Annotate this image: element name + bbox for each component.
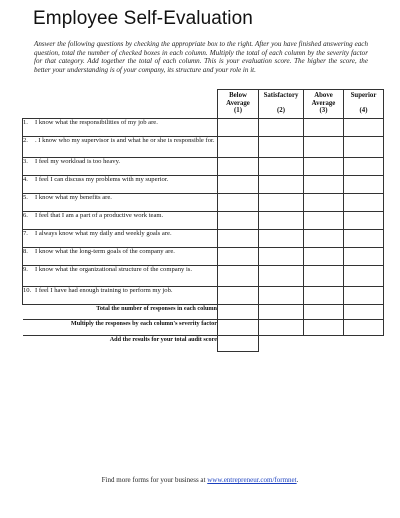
question-row [23,248,384,266]
answer-checkbox-cell[interactable] [218,176,259,194]
answer-checkbox-cell[interactable] [259,248,304,266]
answer-checkbox-cell[interactable] [218,248,259,266]
answer-checkbox-cell[interactable] [218,119,259,137]
question-number: 6. [23,212,28,219]
question-row [23,212,384,230]
totals-row-multiply [23,320,384,336]
answer-checkbox-cell[interactable] [218,137,259,158]
footer-note: Find more forms for your business at www.entrepreneur.com/formnet. [101,476,299,484]
question-row [23,176,384,194]
question-text: I know what the long-term goals of the company are. [35,248,175,255]
answer-checkbox-cell[interactable] [218,212,259,230]
header-above-average: Above Average (3) [304,90,344,119]
answer-checkbox-cell[interactable] [344,248,384,266]
answer-checkbox-cell[interactable] [304,266,344,287]
question-text-cell [23,248,218,266]
factor-cell[interactable] [344,320,384,336]
answer-checkbox-cell[interactable] [304,248,344,266]
total-cell[interactable] [218,305,259,320]
footer-link[interactable]: www.entrepreneur.com/formnet [207,476,297,484]
question-text: I feel my workload is too heavy. [35,158,121,165]
question-text-cell [23,266,218,287]
question-text-cell [23,212,218,230]
answer-checkbox-cell[interactable] [304,230,344,248]
audit-score-cell[interactable] [218,336,259,352]
answer-checkbox-cell[interactable] [304,194,344,212]
header-satisfactory: Satisfactory (2) [259,90,304,119]
question-text-cell [23,119,218,137]
question-row [23,194,384,212]
answer-checkbox-cell[interactable] [344,176,384,194]
question-number: 5. [23,194,28,201]
question-text: I know what the organizational structure of the company is. [35,266,192,273]
question-number: 10. [23,287,32,294]
question-text: . I know who my supervisor is and what he or she is responsible for. [35,137,215,144]
answer-checkbox-cell[interactable] [259,230,304,248]
question-text: I feel I can discuss my problems with my superior. [35,176,169,183]
question-text-cell [23,158,218,176]
answer-checkbox-cell[interactable] [259,119,304,137]
totals-label-count: Total the number of responses in each column [23,305,218,320]
answer-checkbox-cell[interactable] [259,158,304,176]
question-number: 7. [23,230,28,237]
factor-cell[interactable] [259,320,304,336]
totals-label-score: Add the results for your total audit score [23,336,218,352]
answer-checkbox-cell[interactable] [218,266,259,287]
answer-checkbox-cell[interactable] [259,194,304,212]
factor-cell[interactable] [218,320,259,336]
totals-row-count [23,305,384,320]
answer-checkbox-cell[interactable] [259,137,304,158]
header-below-average: Below Average (1) [218,90,259,119]
header-blank-cell [23,90,218,119]
answer-checkbox-cell[interactable] [304,137,344,158]
question-text: I feel that I am a part of a productive work team. [35,212,164,219]
answer-checkbox-cell[interactable] [304,176,344,194]
answer-checkbox-cell[interactable] [344,212,384,230]
question-text-cell [23,137,218,158]
factor-cell[interactable] [304,320,344,336]
evaluation-table [22,89,384,352]
page-title: Employee Self-Evaluation [33,8,253,29]
question-number: 1. [23,119,28,126]
question-number: 4. [23,176,28,183]
question-number: 8. [23,248,28,255]
question-text-cell [23,287,218,305]
total-cell[interactable] [344,305,384,320]
table-header-row [23,90,384,119]
question-text-cell [23,194,218,212]
question-number: 3. [23,158,28,165]
answer-checkbox-cell[interactable] [344,194,384,212]
answer-checkbox-cell[interactable] [218,287,259,305]
question-row [23,287,384,305]
question-row [23,266,384,287]
answer-checkbox-cell[interactable] [344,158,384,176]
question-row [23,230,384,248]
answer-checkbox-cell[interactable] [304,158,344,176]
question-number: 9. [23,266,28,273]
question-text: I feel I have had enough training to perform my job. [35,287,173,294]
answer-checkbox-cell[interactable] [218,230,259,248]
question-text: I know what my benefits are. [35,194,112,201]
question-number: 2. [23,137,28,144]
question-text-cell [23,230,218,248]
answer-checkbox-cell[interactable] [259,287,304,305]
answer-checkbox-cell[interactable] [344,266,384,287]
answer-checkbox-cell[interactable] [218,194,259,212]
answer-checkbox-cell[interactable] [304,212,344,230]
question-text-cell [23,176,218,194]
question-text: I know what the responsibilities of my job are. [35,119,158,126]
answer-checkbox-cell[interactable] [304,119,344,137]
question-row [23,137,384,158]
total-cell[interactable] [259,305,304,320]
answer-checkbox-cell[interactable] [344,230,384,248]
answer-checkbox-cell[interactable] [344,287,384,305]
answer-checkbox-cell[interactable] [344,137,384,158]
answer-checkbox-cell[interactable] [344,119,384,137]
header-superior: Superior (4) [344,90,384,119]
question-text: I always know what my daily and weekly goals are. [35,230,172,237]
answer-checkbox-cell[interactable] [259,266,304,287]
answer-checkbox-cell[interactable] [259,212,304,230]
instructions-paragraph: Answer the following questions by checking the appropriate box to the right. After you have finished answering each question, total the number of checked boxes in each column. Multiply the total of each column by the severity factor for that category. Add together the total of each column. This is your evaluation score. The higher the score, the better your understanding is of your company, its structure and your role in it. [34,40,368,74]
totals-label-multiply: Multiply the responses by each column's severity factor [23,320,218,336]
answer-checkbox-cell[interactable] [304,287,344,305]
answer-checkbox-cell[interactable] [218,158,259,176]
question-row [23,158,384,176]
question-row [23,119,384,137]
total-cell[interactable] [304,305,344,320]
answer-checkbox-cell[interactable] [259,176,304,194]
totals-row-score [23,336,384,352]
